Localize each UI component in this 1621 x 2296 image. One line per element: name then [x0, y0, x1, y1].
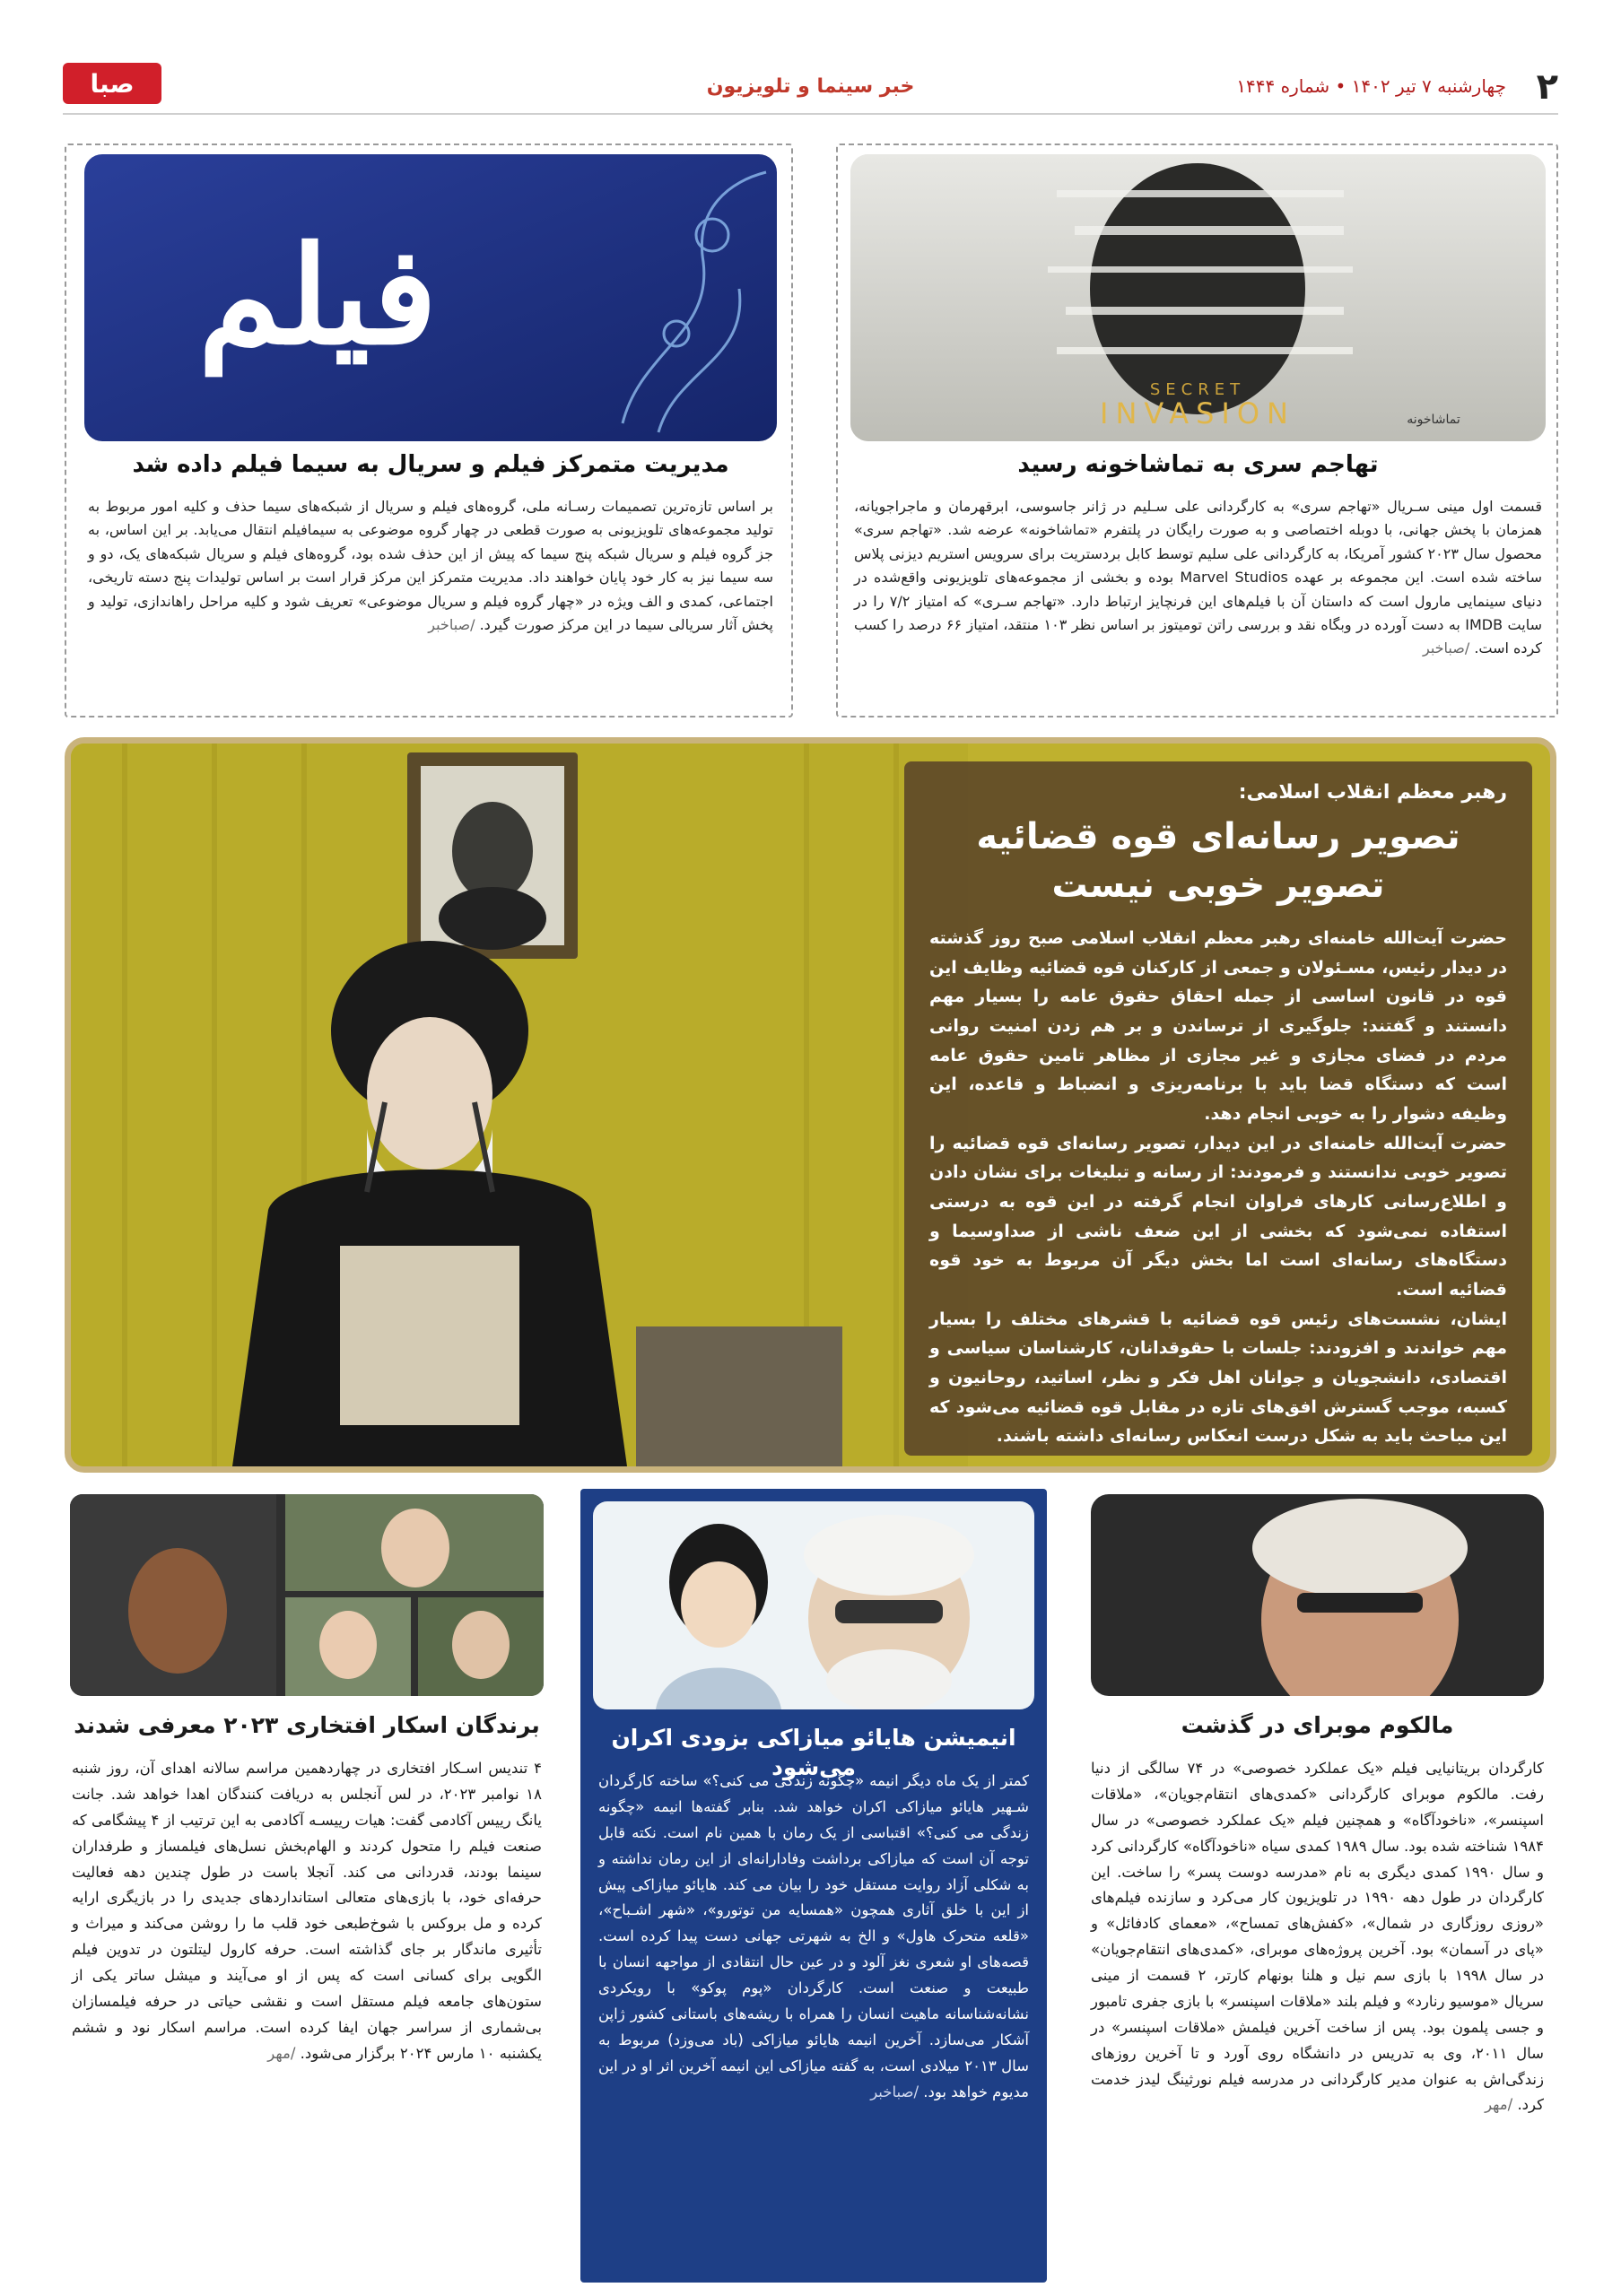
- feature-article: [65, 737, 1556, 1473]
- article-malcolm: [1076, 1489, 1558, 2283]
- page-header: [63, 63, 1558, 115]
- invasion-headline: تهاجم سری به تماشاخونه رسید: [1017, 451, 1379, 478]
- feature-kicker: رهبر معظم انقلاب اسلامی:: [1238, 781, 1507, 804]
- poster-logo: تماشاخونه: [1407, 413, 1460, 427]
- malcolm-headline: مالکوم موبرای در گذشت: [1181, 1712, 1454, 1738]
- feature-title: تصویر رسانه‌ای قوه قضائیه تصویر خوبی نیست: [976, 816, 1460, 906]
- miyazaki-illustration: [593, 1501, 1034, 1709]
- poster-subtitle: SECRET: [1149, 380, 1246, 399]
- miyazaki-headline: انیمیشن هایائو میازاکی بزودی اکران می‌شود: [611, 1725, 1016, 1780]
- oscar-headline: برندگان اسکار افتخاری ۲۰۲۳ معرفی شدند: [74, 1712, 540, 1738]
- miyazaki-body: کمتر از یک ماه دیگر انیمه «چگونه زندگی می کنی؟» ساخته کارگردان شـهیر هایائو میازاکی اکران خواهد شد. بنابر گفته‌ها انیمه «چگونه زندگی می کنی؟» اقتباسی از یک رمان با همین نام است. نکته قابل توجه آن است که میازاکی برداشت وفادارانه‌ای از این رمان نداشته و به شکلی آزاد روایت مستقل خود را بیان می کند. هایائو میازاکی پیش از این با خلق آثاری همچون «همسایه من توتورو»، «شهر اشـباح»، «قلعه متحرک هاول» و الخ به شهرتی جهانی دست پیدا کرده است. قصه‌های او شعری نغز آلود و در عین حال انتقادی از مواجهه انسان با طبیعت و صنعت است. کارگردان «پوم پوکو» با رویکردی نشانه‌شناسانه ماهیت انسان را همراه با ریشه‌های باستانی کشور ژاپن آشکار می‌سازد. آخرین انیمه هایائو میازاکی (باد می‌وزد) مربوط به سال ۲۰۱۳ میلادی است، به گفته میازاکی این انیمه آخرین اثر او در این مدیوم خواهد بود. /صباخبر: [598, 1772, 1029, 2100]
- section-title: خبر سینما و تلویزیون: [706, 75, 915, 98]
- article-oscar: [65, 1489, 549, 2283]
- newspaper-logo: [63, 63, 161, 104]
- feature-text-panel: [904, 761, 1532, 1456]
- poster-title: INVASION: [1100, 396, 1295, 430]
- oscar-body: ۴ تندیس اسـکار افتخاری در چهاردهمین مراسم سالانه اهدای آن، روز شنبه ۱۸ نوامبر ۲۰۲۳، در لس آنجلس به دریافت کنندگان اهدا خواهد شد. جانت یانگ رییس آکادمی گفت: هیات رییسـه آکادمی به این ترتیب از ۴ پیشگامی که صنعت فیلم را متحول کردند و الهام‌بخش نسل‌های فیلمساز و طرفداران سینما بودند، قدردانی می کند. آنجلا باست در طول چندین دهه فعالیت حرفه‌ای خود، با بازی‌های متعالی استانداردهای جدیدی را در بازیگری ارایه کرده و مل بروکس با شوخ‌طبعی خود قلب ما را روشن می‌کند و میراث و تأثیری ماندگار بر جای گذاشته است. حرفه کارول لیتلتون در تدوین فیلم الگویی برای کسانی است که پس از او می‌آیند و میشل ساتر یکی از ستون‌های جامعه فیلم مستقل است و نقشی حیاتی در حرفه فیلمسازان بی‌شماری از سراسر جهان ایفا کرده است. مراسم اسکار نود و ششم یکشنبه ۱۰ مارس ۲۰۲۴ برگزار می‌شود. /مهر: [72, 1760, 542, 2062]
- film-body: بر اساس تازه‌ترین تصمیمات رسـانه ملی، گروه‌های فیلم و سریال از شبکه‌های سیما حذف و کلیه امور مربوط به تولید مجموعه‌های تلویزیونی به صورت قطعی در چهار گروه موضوعی به سیمافیلم انتقال می‌یابد. بر این اساس، به جز گروه فیلم و سریال شبکه پنج سیما که پیش از این حذف شده بود، گروه‌های فیلم و سریال شبکه‌های یک، دو و سه سیما نیز به کار خود پایان خواهند داد. مدیریت متمرکز این مرکز قرار است بر اساس تولیدات پنج دسته تاریخی، اجتماعی، کمدی و الف ویژه در «چهار گروه فیلم و سریال موضوعی» تعریف شود و کلیه مراحل راهاندازی، تولید و پخش آثار سریالی سیما در این مرکز صورت گیرد. /صباخبر: [88, 498, 773, 633]
- feature-body: حضرت آیت‌الله خامنه‌ای رهبر معظم انقلاب اسلامی صبح روز گذشته در دیدار رئیس، مسـئولان و جمعی از کارکنان قوه قضائیه وظایف این قوه در قانون اساسی از جمله احقاق حقوق عامه را بسیار مهم دانستند و گفتند: جلوگیری از ترساندن و بر هم زدن امنیت روانی مردم در فضای مجازی و غیر مجازی از مظاهر تامین حقوق عامه است که دستگاه قضا باید با برنامه‌ریزی و انضباط و قاعده، این وظیفه دشوار را به خوبی انجام دهد. حضرت آیت‌الله خامنه‌ای در این دیدار، تصویر رسانه‌ای قوه قضائیه را تصویر خوبی ندانستند و فرمودند: از رسانه و تبلیغات برای نشان دادن و اطلاع‌رسانی کارهای فراوان انجام گرفته در این قوه به درستی استفاده نمی‌شود که بخشی از این ضعف ناشی از صداوسیما و دستگاه‌های رسانه‌ای است اما بخش دیگر آن مربوط به خود قوه قضائیه است. ایشان، نشست‌های رئیس قوه قضائیه با قشرهای مختلف را بسیار مهم خواندند و افزودند: جلسات با حقوقدانان، کارشناسان سیاسی و اقتصادی، دانشجویان و جوانان اهل فکر و نظر، اساتید، روحانیون و کسبه، موجب گسترش افق‌های تازه در مقابل قوه قضائیه می‌شود که این مباحث باید به شکل درست انعکاس رسانه‌ای داشته باشند.: [929, 928, 1507, 1447]
- invasion-body: قسمت اول مینی سـریال «تهاجم سری» به کارگردانی علی سـلیم در ژانر جاسوسی، ابرقهرمان و ماجراجویانه، همزمان با پخش جهانی، با دوبله اختصاصی و به صورت رایگان در پلتفرم «تماشاخونه» عرضه شد. «تهاجم سری» محصول سال ۲۰۲۳ کشور آمریکا، به کارگردانی علی سلیم توسط کابل بردستریت برای سرویس استریم دیزنی پلاس ساخته شده است. این مجموعه بر عهده Marvel Studios بوده و بخشی از مجموعه‌های تلویزیونی واقع‌شده در دنیای سینمایی مارول است که داستان آن با فیلم‌های این فرنچایز ارتباط دارد. «تهاجم سـری» که امتیاز ۷/۲ را در سایت IMDB به دست آورده در وبگاه نقد و بررسی راتن تومیتوز بر اساس نظر ۱۰۳ منتقد، امتیاز ۶۶ درصد را کسب کرده است. /صباخبر: [854, 498, 1543, 657]
- logo-text: صبا: [90, 69, 135, 99]
- malcolm-photo: [1091, 1494, 1544, 1696]
- issue-info: چهارشنبه ۷ تیر ۱۴۰۲ • شماره ۱۴۴۴: [1236, 75, 1506, 97]
- calligraphy-text: فیلم: [197, 217, 438, 375]
- article-film-box: [65, 144, 793, 718]
- article-miyazaki: [580, 1489, 1047, 2283]
- malcolm-body: کارگردان بریتانیایی فیلم «یک عملکرد خصوصی» در ۷۴ سالگی از دنیا رفت. مالکوم موبرای کارگردانی «کمدی‌های انتقام‌جویان»، «ملاقات اسپنسر»، «ناخودآگاه» و همچنین فیلم «یک عملکرد خصوصی» در سال ۱۹۸۴ شناخته شده بود. سال ۱۹۸۹ کمدی سیاه «ناخودآگاه» کارگردانی کرد و سال ۱۹۹۰ کمدی دیگری به نام «مدرسه دوست پسر» را ساخت. این کارگردان در طول دهه ۱۹۹۰ در تلویزیون کار می‌کرد و سازنده فیلم‌های «روزی روزگاری در شمال»، «کفش‌های تمساح»، «معمای کادفائل» و «پای در آسمان» بود. آخرین پروژه‌های موبرای، «کمدی‌های انتقام‌جویان» در سال ۱۹۹۸ با بازی سم نیل و هلنا بونهام کارتر، ۲ قسمت از مینی سریال «موسیو رنارد» و فیلم بلند «ملاقات اسپنسر» با بازی جفری تامبور و جسی پلمون بود. پس از ساخت آخرین فیلمش «ملاقات اسپنسر» در سال ۲۰۱۱، وی به تدریس در دانشگاه روی آورد و تا آخرین روزهای زندگی‌اش به عنوان مدیر کارگردانی در مدرسه فیلم نورثینگ لیدز خدمت کرد. /مهر: [1091, 1760, 1545, 2114]
- article-invasion-box: [836, 144, 1558, 718]
- film-headline: مدیریت متمرکز فیلم و سریال به سیما فیلم داده شد: [132, 451, 729, 478]
- feature-photo: [71, 744, 968, 1466]
- page-number: ۲: [1536, 66, 1558, 108]
- film-calligraphy-image: [84, 154, 777, 441]
- oscar-photo-collage: [70, 1494, 544, 1696]
- invasion-poster: [850, 154, 1546, 441]
